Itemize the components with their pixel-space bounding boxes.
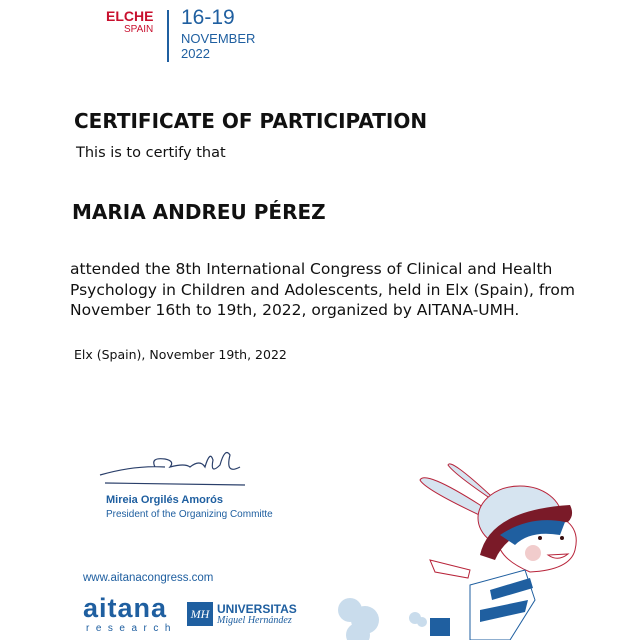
header-divider <box>167 10 169 62</box>
umh-logo-subtitle: Miguel Hernández <box>217 615 292 626</box>
event-month: NOVEMBER <box>181 31 256 46</box>
place-date: Elx (Spain), November 19th, 2022 <box>74 347 287 362</box>
recipient-name: MARIA ANDREU PÉREZ <box>72 200 326 224</box>
umh-logo-text: UNIVERSITAS <box>217 602 297 616</box>
umh-logo-mark: MH <box>187 602 213 626</box>
aitana-logo: aitana <box>83 593 168 623</box>
website-link[interactable]: www.aitanacongress.com <box>83 572 214 584</box>
signatory-name: Mireia Orgilés Amorós <box>106 494 223 506</box>
certificate-body: attended the 8th International Congress of Clinical and Health Psychology in Children and Adolescents, held in Elx (Spain), from November 16th to 19th, 2022, organized by AITANA-UMH. <box>70 260 575 319</box>
event-dates: 16-19 <box>181 6 235 29</box>
bunny-boy-illustration <box>330 450 640 640</box>
event-city: ELCHE <box>106 8 154 24</box>
signature-image <box>95 445 255 490</box>
certificate-title: CERTIFICATE OF PARTICIPATION <box>74 109 428 133</box>
certify-intro: This is to certify that <box>76 145 226 161</box>
dust-clouds <box>338 598 427 640</box>
event-year: 2022 <box>181 46 210 61</box>
signatory-role: President of the Organizing Committe <box>106 509 273 520</box>
event-country: SPAIN <box>124 24 154 35</box>
aitana-logo-subtitle: research <box>86 623 177 634</box>
